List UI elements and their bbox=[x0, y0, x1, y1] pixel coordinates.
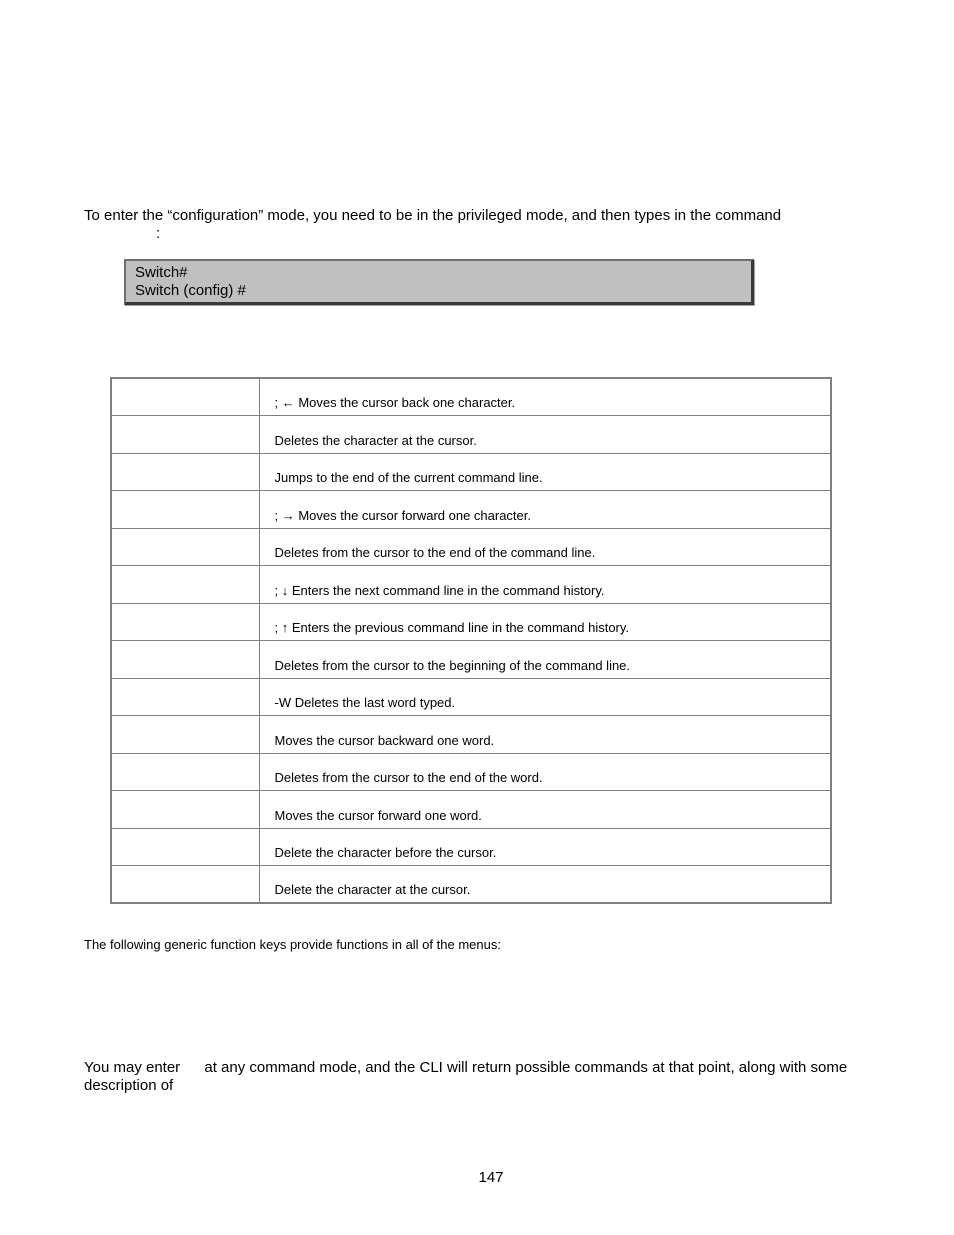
key-cell bbox=[111, 453, 259, 491]
cli-example-box bbox=[124, 259, 754, 305]
cli-line-2: Switch (config) # bbox=[135, 282, 246, 299]
description-cell: Deletes from the cursor to the end of the command line. bbox=[259, 528, 831, 566]
key-cell bbox=[111, 753, 259, 791]
description-cell: Delete the character at the cursor. bbox=[259, 866, 831, 904]
intro-line-2: : bbox=[156, 225, 161, 242]
table-row bbox=[111, 866, 831, 904]
key-cell bbox=[111, 866, 259, 904]
help-paragraph bbox=[84, 1059, 884, 1095]
key-cell bbox=[111, 491, 259, 529]
intro-line-1: To enter the “configuration” mode, you need to be in the privileged mode, and then types in the command bbox=[84, 207, 782, 224]
hotkeys-table-body bbox=[111, 378, 831, 903]
cli-line-1: Switch# bbox=[135, 264, 188, 281]
key-cell bbox=[111, 416, 259, 454]
table-row bbox=[111, 416, 831, 454]
table-row bbox=[111, 528, 831, 566]
description-cell: Deletes from the cursor to the end of the word. bbox=[259, 753, 831, 791]
key-cell bbox=[111, 603, 259, 641]
hotkeys-table bbox=[110, 377, 832, 904]
key-cell bbox=[111, 791, 259, 829]
description-cell: Deletes the character at the cursor. bbox=[259, 416, 831, 454]
table-row bbox=[111, 678, 831, 716]
description-cell: ; ↓ Enters the next command line in the command history. bbox=[259, 566, 831, 604]
key-cell bbox=[111, 566, 259, 604]
description-cell: ; → Moves the cursor forward one character. bbox=[259, 491, 831, 529]
description-cell: ; ← Moves the cursor back one character. bbox=[259, 378, 831, 416]
key-cell bbox=[111, 641, 259, 679]
table-row bbox=[111, 453, 831, 491]
table-row bbox=[111, 491, 831, 529]
table-row bbox=[111, 641, 831, 679]
table-row bbox=[111, 716, 831, 754]
key-cell bbox=[111, 716, 259, 754]
description-cell: Moves the cursor forward one word. bbox=[259, 791, 831, 829]
page-number: 147 bbox=[478, 1169, 504, 1186]
table-row bbox=[111, 566, 831, 604]
description-cell: Delete the character before the cursor. bbox=[259, 828, 831, 866]
description-cell: -W Deletes the last word typed. bbox=[259, 678, 831, 716]
table-row bbox=[111, 791, 831, 829]
description-cell: Jumps to the end of the current command line. bbox=[259, 453, 831, 491]
help-part-1: You may enter bbox=[84, 1059, 181, 1076]
function-keys-note: The following generic function keys provide functions in all of the menus: bbox=[84, 937, 501, 952]
intro-paragraph bbox=[84, 207, 884, 243]
key-cell bbox=[111, 378, 259, 416]
table-row bbox=[111, 753, 831, 791]
key-cell bbox=[111, 828, 259, 866]
description-cell: ; ↑ Enters the previous command line in the command history. bbox=[259, 603, 831, 641]
description-cell: Deletes from the cursor to the beginning of the command line. bbox=[259, 641, 831, 679]
help-part-2: at any command mode, and the CLI will return possible commands at that point, along with some description of bbox=[84, 1059, 848, 1094]
table-row bbox=[111, 378, 831, 416]
table-row bbox=[111, 603, 831, 641]
description-cell: Moves the cursor backward one word. bbox=[259, 716, 831, 754]
key-cell bbox=[111, 528, 259, 566]
table-row bbox=[111, 828, 831, 866]
key-cell bbox=[111, 678, 259, 716]
